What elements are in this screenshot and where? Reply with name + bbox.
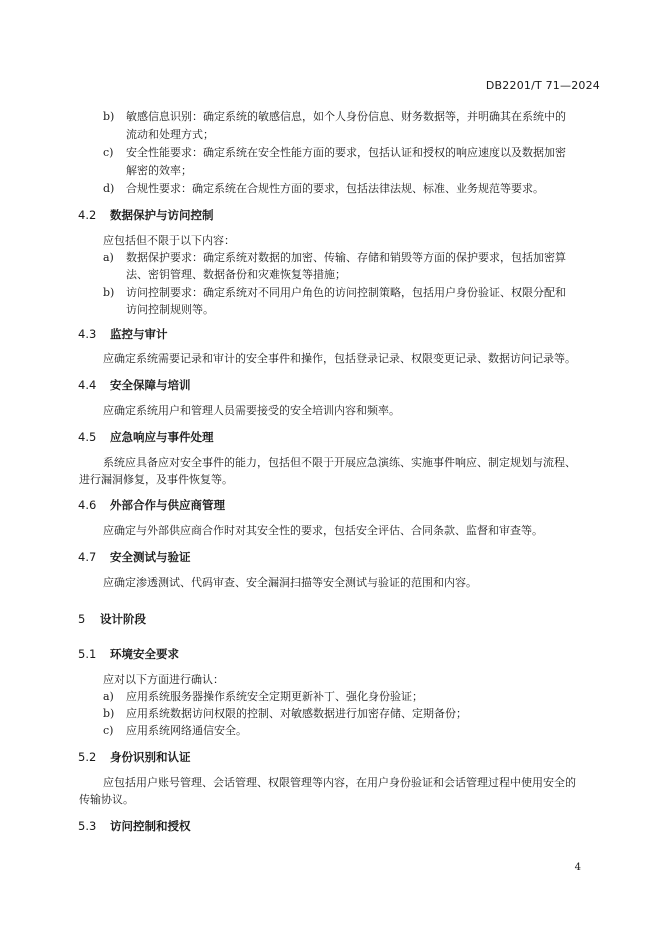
paragraph: 应确定与外部供应商合作时对其安全性的要求，包括安全评估、合同条款、监督和审查等。 [103,524,543,537]
paragraph: 应包括用户账号管理、会话管理、权限管理等内容，在用户身份验证和会话管理过程中使用安全的 [103,776,576,789]
section-number: 5.2 [78,750,97,764]
section-heading-5-3 [78,819,191,833]
section-title: 应急响应与事件处理 [110,430,214,444]
list-item-text: 流动和处理方式； [126,128,214,141]
paragraph: 应确定系统需要记录和审计的安全事件和操作，包括登录记录、权限变更记录、数据访问记录等。 [103,352,576,365]
section-number: 5 [78,612,86,626]
paragraph: 系统应具备应对安全事件的能力，包括但不限于开展应急演练、实施事件响应、制定规划与流程、 [103,456,576,469]
list-item-text: 访问控制规则等。 [126,303,214,316]
section-number: 4.4 [78,378,97,392]
list-item-text: 合规性要求：确定系统在合规性方面的要求，包括法律法规、标准、业务规范等要求。 [126,182,544,195]
section-title: 数据保护与访问控制 [110,208,214,222]
section-title: 安全测试与验证 [110,550,191,564]
section-heading-5-2 [78,750,191,764]
document-id: DB2201/T 71—2024 [485,79,600,92]
list-marker: c) [103,146,114,159]
section-number: 4.3 [78,327,97,341]
list-marker: d) [103,182,115,195]
section-number: 4.5 [78,430,97,444]
list-marker: a) [103,690,114,703]
list-item-text: 数据保护要求：确定系统对数据的加密、传输、存储和销毁等方面的保护要求，包括加密算 [126,251,566,264]
page-number: 4 [574,862,581,873]
list-item-text: 应用系统网络通信安全。 [126,724,247,737]
section-title: 访问控制和授权 [110,819,191,833]
list-marker: b) [103,286,115,299]
paragraph: 应确定渗透测试、代码审查、安全漏洞扫描等安全测试与验证的范围和内容。 [103,576,477,589]
list-marker: b) [103,110,115,123]
list-item-text: 应用系统服务器操作系统安全定期更新补丁、强化身份验证； [126,690,423,703]
section-number: 4.7 [78,550,97,564]
paragraph: 应对以下方面进行确认： [103,673,224,686]
list-item-text: 敏感信息识别：确定系统的敏感信息，如个人身份信息、财务数据等，并明确其在系统中的 [126,110,566,123]
section-title: 安全保障与培训 [110,378,191,392]
list-marker: b) [103,707,115,720]
paragraph: 应包括但不限于以下内容： [103,234,235,247]
section-heading-5-1 [78,647,179,661]
section-number: 4.6 [78,498,97,512]
paragraph: 传输协议。 [79,793,134,806]
section-title: 外部合作与供应商管理 [110,498,225,512]
section-heading-4-7 [78,550,191,564]
list-item-text: 应用系统数据访问权限的控制、对敏感数据进行加密存储、定期备份； [126,707,467,720]
section-heading-4-5 [78,430,214,444]
list-marker: c) [103,724,114,737]
section-title: 环境安全要求 [110,647,179,661]
section-heading-4-3 [78,327,168,341]
chapter-heading-5 [78,612,146,626]
section-title: 设计阶段 [100,612,146,626]
list-item-text: 法、密钥管理、数据备份和灾难恢复等措施； [126,268,346,281]
paragraph: 应确定系统用户和管理人员需要接受的安全培训内容和频率。 [103,404,400,417]
section-heading-4-6 [78,498,225,512]
section-title: 身份识别和认证 [110,750,191,764]
list-item-text: 安全性能要求：确定系统在安全性能方面的要求，包括认证和授权的响应速度以及数据加密 [126,146,566,159]
section-title: 监控与审计 [110,327,168,341]
list-item-text: 解密的效率； [126,164,192,177]
section-number: 5.1 [78,647,97,661]
paragraph: 进行漏洞修复，及事件恢复等。 [79,473,233,486]
section-heading-4-2 [78,208,214,222]
section-number: 5.3 [78,819,97,833]
list-item-text: 访问控制要求：确定系统对不同用户角色的访问控制策略，包括用户身份验证、权限分配和 [126,286,566,299]
list-marker: a) [103,251,114,264]
section-number: 4.2 [78,208,97,222]
section-heading-4-4 [78,378,191,392]
